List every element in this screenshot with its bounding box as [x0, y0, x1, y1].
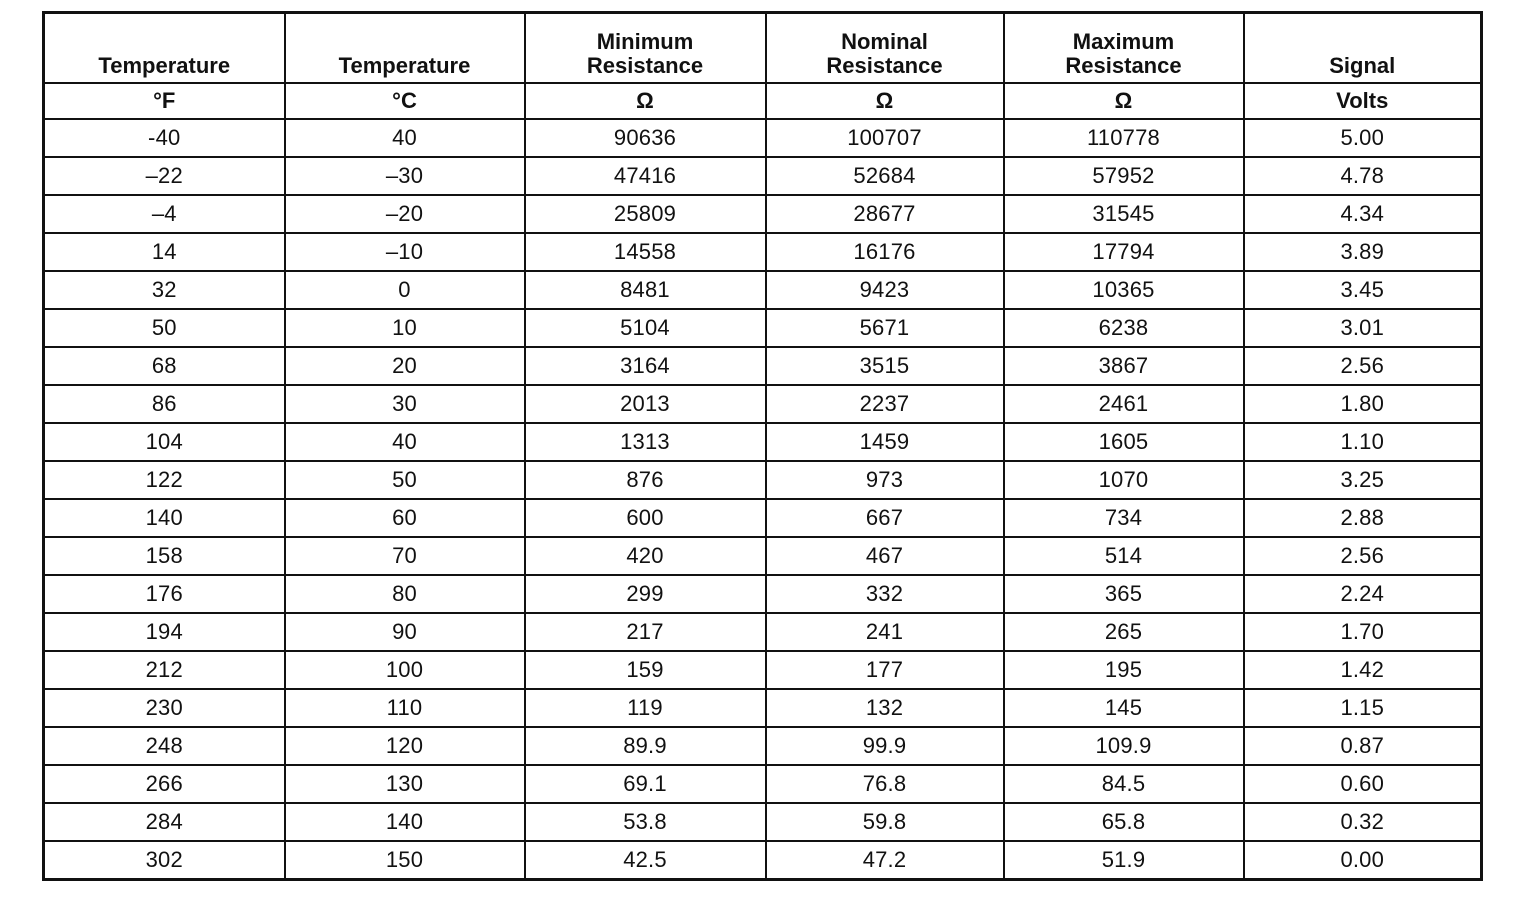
table-cell: 32 — [44, 271, 285, 309]
table-cell: 248 — [44, 727, 285, 765]
table-cell: 5.00 — [1244, 119, 1482, 157]
table-row — [44, 689, 1482, 727]
table-row — [44, 727, 1482, 765]
table-cell: 31545 — [1004, 195, 1244, 233]
table-cell: 212 — [44, 651, 285, 689]
table-cell: 65.8 — [1004, 803, 1244, 841]
table-row — [44, 195, 1482, 233]
units-row — [44, 83, 1482, 119]
table-cell: 514 — [1004, 537, 1244, 575]
table-cell: 4.78 — [1244, 157, 1482, 195]
unit-header-3: Ω — [525, 83, 766, 119]
table-cell: –20 — [285, 195, 525, 233]
column-header-4 — [766, 13, 1004, 84]
table-cell: 53.8 — [525, 803, 766, 841]
table-cell: 3.01 — [1244, 309, 1482, 347]
table-cell: –22 — [44, 157, 285, 195]
table-cell: 8481 — [525, 271, 766, 309]
table-cell: 132 — [766, 689, 1004, 727]
table-cell: 20 — [285, 347, 525, 385]
table-cell: 99.9 — [766, 727, 1004, 765]
table-cell: 1459 — [766, 423, 1004, 461]
table-cell: 365 — [1004, 575, 1244, 613]
table-cell: 84.5 — [1004, 765, 1244, 803]
table-cell: 3515 — [766, 347, 1004, 385]
table-cell: 52684 — [766, 157, 1004, 195]
table-cell: 195 — [1004, 651, 1244, 689]
table-cell: 299 — [525, 575, 766, 613]
table-cell: 130 — [285, 765, 525, 803]
table-cell: 2013 — [525, 385, 766, 423]
column-header-line: Resistance — [826, 53, 943, 78]
column-header-5 — [1004, 13, 1244, 84]
table-cell: 2461 — [1004, 385, 1244, 423]
table-cell: -40 — [44, 119, 285, 157]
table-row — [44, 613, 1482, 651]
table-row — [44, 651, 1482, 689]
table-cell: 3164 — [525, 347, 766, 385]
table-cell: 1.10 — [1244, 423, 1482, 461]
table-cell: 16176 — [766, 233, 1004, 271]
table-cell: 86 — [44, 385, 285, 423]
unit-header-2: °C — [285, 83, 525, 119]
column-header-6 — [1244, 13, 1482, 84]
table-cell: 265 — [1004, 613, 1244, 651]
table-cell: 3.45 — [1244, 271, 1482, 309]
table-cell: 100 — [285, 651, 525, 689]
table-cell: 140 — [285, 803, 525, 841]
table-cell: 3.89 — [1244, 233, 1482, 271]
table-cell: 51.9 — [1004, 841, 1244, 880]
table-cell: 28677 — [766, 195, 1004, 233]
table-cell: 42.5 — [525, 841, 766, 880]
unit-header-6: Volts — [1244, 83, 1482, 119]
table-cell: 40 — [285, 119, 525, 157]
table-cell: 1.70 — [1244, 613, 1482, 651]
column-header-line: Temperature — [98, 53, 231, 78]
table-cell: 1070 — [1004, 461, 1244, 499]
table-cell: 150 — [285, 841, 525, 880]
table-cell: 47416 — [525, 157, 766, 195]
column-header-1 — [44, 13, 285, 84]
table-cell: 420 — [525, 537, 766, 575]
table-cell: 1.80 — [1244, 385, 1482, 423]
table-cell: –30 — [285, 157, 525, 195]
table-cell: 2.56 — [1244, 347, 1482, 385]
table-cell: 332 — [766, 575, 1004, 613]
column-header-line: Minimum — [596, 29, 694, 54]
table-cell: 2.56 — [1244, 537, 1482, 575]
table-cell: 194 — [44, 613, 285, 651]
table-cell: 30 — [285, 385, 525, 423]
table-cell: 284 — [44, 803, 285, 841]
table-row — [44, 765, 1482, 803]
table-cell: 230 — [44, 689, 285, 727]
table-cell: 0.60 — [1244, 765, 1482, 803]
table-cell: 50 — [285, 461, 525, 499]
table-row — [44, 461, 1482, 499]
temperature-resistance-table — [42, 11, 1483, 881]
column-header-line: Signal — [1329, 53, 1396, 78]
table-row — [44, 309, 1482, 347]
table-cell: 2.24 — [1244, 575, 1482, 613]
table-cell: 159 — [525, 651, 766, 689]
table-cell: 25809 — [525, 195, 766, 233]
table-cell: 1.42 — [1244, 651, 1482, 689]
table-cell: 14 — [44, 233, 285, 271]
table-row — [44, 385, 1482, 423]
table-row — [44, 537, 1482, 575]
table-container — [42, 11, 1480, 881]
column-header-line: Maximum — [1072, 29, 1175, 54]
table-cell: 0 — [285, 271, 525, 309]
table-cell: 2237 — [766, 385, 1004, 423]
unit-header-4: Ω — [766, 83, 1004, 119]
table-cell: 177 — [766, 651, 1004, 689]
table-cell: 60 — [285, 499, 525, 537]
table-cell: 68 — [44, 347, 285, 385]
table-row — [44, 233, 1482, 271]
table-cell: 600 — [525, 499, 766, 537]
table-cell: 1605 — [1004, 423, 1244, 461]
table-cell: 57952 — [1004, 157, 1244, 195]
table-row — [44, 803, 1482, 841]
table-cell: 10 — [285, 309, 525, 347]
table-cell: 9423 — [766, 271, 1004, 309]
table-cell: 17794 — [1004, 233, 1244, 271]
table-cell: 5671 — [766, 309, 1004, 347]
table-cell: 2.88 — [1244, 499, 1482, 537]
table-cell: 158 — [44, 537, 285, 575]
column-header-line: Resistance — [586, 53, 704, 78]
table-cell: 4.34 — [1244, 195, 1482, 233]
table-cell: 50 — [44, 309, 285, 347]
table-cell: 3867 — [1004, 347, 1244, 385]
table-cell: 0.32 — [1244, 803, 1482, 841]
table-cell: 120 — [285, 727, 525, 765]
table-cell: 145 — [1004, 689, 1244, 727]
table-cell: 100707 — [766, 119, 1004, 157]
table-row — [44, 423, 1482, 461]
table-cell: 110778 — [1004, 119, 1244, 157]
table-cell: 241 — [766, 613, 1004, 651]
table-cell: 0.00 — [1244, 841, 1482, 880]
table-cell: 1313 — [525, 423, 766, 461]
table-cell: 40 — [285, 423, 525, 461]
table-cell: 104 — [44, 423, 285, 461]
table-cell: –10 — [285, 233, 525, 271]
table-cell: 110 — [285, 689, 525, 727]
unit-header-1: °F — [44, 83, 285, 119]
table-cell: 90 — [285, 613, 525, 651]
table-cell: 176 — [44, 575, 285, 613]
table-row — [44, 157, 1482, 195]
table-cell: 59.8 — [766, 803, 1004, 841]
table-cell: –4 — [44, 195, 285, 233]
table-cell: 119 — [525, 689, 766, 727]
table-cell: 734 — [1004, 499, 1244, 537]
table-cell: 217 — [525, 613, 766, 651]
table-row — [44, 841, 1482, 880]
table-cell: 122 — [44, 461, 285, 499]
column-header-line: Temperature — [338, 53, 471, 78]
table-cell: 140 — [44, 499, 285, 537]
table-cell: 70 — [285, 537, 525, 575]
column-header-3 — [525, 13, 766, 84]
header-row — [44, 13, 1482, 84]
table-cell: 3.25 — [1244, 461, 1482, 499]
column-header-2 — [285, 13, 525, 84]
table-row — [44, 575, 1482, 613]
table-cell: 667 — [766, 499, 1004, 537]
column-header-line: Resistance — [1065, 53, 1182, 78]
table-cell: 109.9 — [1004, 727, 1244, 765]
table-cell: 47.2 — [766, 841, 1004, 880]
table-cell: 6238 — [1004, 309, 1244, 347]
table-cell: 69.1 — [525, 765, 766, 803]
table-cell: 302 — [44, 841, 285, 880]
table-cell: 80 — [285, 575, 525, 613]
table-row — [44, 271, 1482, 309]
unit-header-5: Ω — [1004, 83, 1244, 119]
table-row — [44, 499, 1482, 537]
table-cell: 467 — [766, 537, 1004, 575]
table-cell: 90636 — [525, 119, 766, 157]
column-header-line: Nominal — [841, 29, 928, 54]
table-cell: 14558 — [525, 233, 766, 271]
table-cell: 1.15 — [1244, 689, 1482, 727]
table-cell: 973 — [766, 461, 1004, 499]
table-row — [44, 119, 1482, 157]
table-cell: 876 — [525, 461, 766, 499]
table-cell: 89.9 — [525, 727, 766, 765]
table-row — [44, 347, 1482, 385]
table-cell: 10365 — [1004, 271, 1244, 309]
table-cell: 266 — [44, 765, 285, 803]
table-cell: 5104 — [525, 309, 766, 347]
table-cell: 76.8 — [766, 765, 1004, 803]
table-body — [44, 119, 1482, 880]
table-cell: 0.87 — [1244, 727, 1482, 765]
